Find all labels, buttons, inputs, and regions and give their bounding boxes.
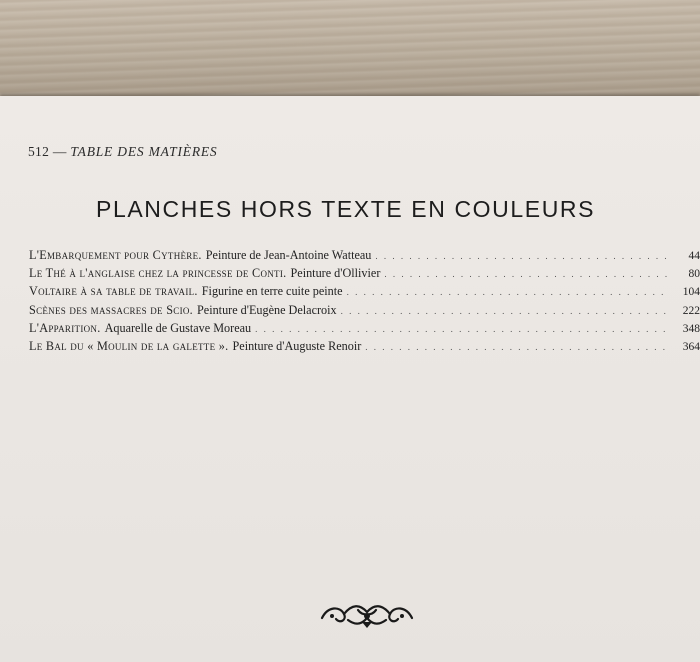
dot-leader <box>347 287 668 297</box>
plate-title: Le Thé à l'anglaise chez la princesse de Conti. <box>29 266 287 281</box>
list-item <box>29 303 700 321</box>
plate-title: L'Embarquement pour Cythère. <box>29 248 202 262</box>
section-heading: PLANCHES HORS TEXTE EN COULEURS <box>96 196 596 222</box>
list-item <box>29 248 700 266</box>
plate-description: Peinture d'Ollivier <box>290 266 381 281</box>
running-head-separator: — <box>52 144 67 159</box>
plate-description: Peinture d'Eugène Delacroix <box>197 302 337 317</box>
plate-title: L'Apparition. <box>29 320 101 335</box>
plate-page: 44 <box>688 250 700 262</box>
plate-description: Peinture d'Auguste Renoir <box>232 338 362 353</box>
dot-leader <box>341 306 668 316</box>
plate-page: 222 <box>682 304 700 317</box>
list-item <box>29 339 700 357</box>
plate-page: 348 <box>682 322 700 335</box>
dot-leader <box>365 342 668 352</box>
wooden-table-background <box>0 0 700 104</box>
plate-title: Le Bal du « Moulin de la galette ». <box>29 338 229 353</box>
running-head-title: TABLE DES MATIÈRES <box>70 144 218 159</box>
plate-page: 80 <box>688 268 700 281</box>
list-item <box>29 321 700 339</box>
plate-description: Figurine en terre cuite peinte <box>201 284 343 299</box>
running-head <box>28 144 217 160</box>
book-page <box>0 96 700 662</box>
plate-description: Aquarelle de Gustave Moreau <box>104 320 252 335</box>
dot-leader <box>375 251 668 261</box>
table-of-plates <box>29 248 700 357</box>
scroll-flourish-icon <box>318 596 416 630</box>
dot-leader <box>255 324 668 334</box>
page-number: 512 <box>28 144 50 159</box>
plate-page: 364 <box>682 340 700 353</box>
dot-leader <box>384 269 668 279</box>
list-item <box>29 284 700 302</box>
plate-title: Voltaire à sa table de travail. <box>29 284 198 299</box>
list-item <box>29 266 700 284</box>
plate-page: 104 <box>682 286 700 299</box>
plate-description: Peinture de Jean-Antoine Watteau <box>205 248 372 262</box>
plate-title: Scènes des massacres de Scio. <box>29 302 194 317</box>
